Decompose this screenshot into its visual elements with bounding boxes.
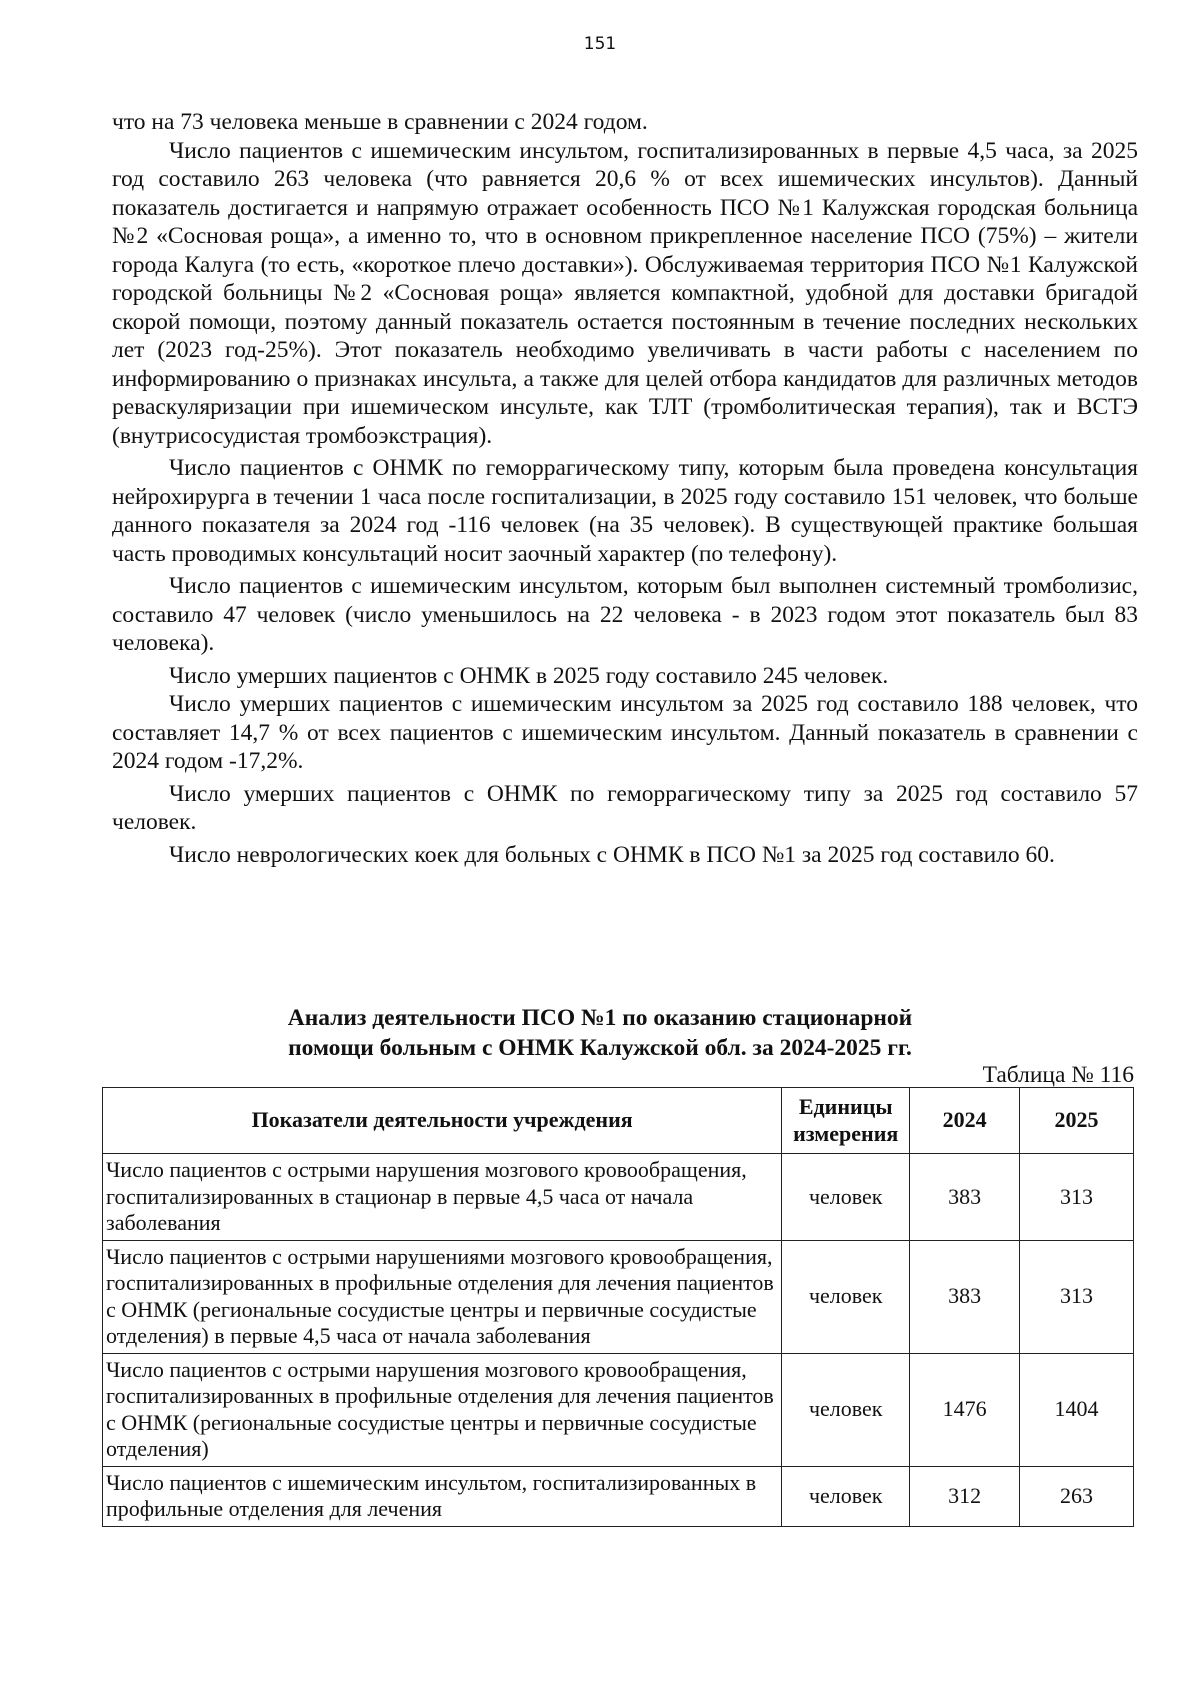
cell-indicator: Число пациентов с острыми нарушения мозгового кровообращения, госпитализированных в профильные отделения для лечения пациентов с ОНМК (региональные сосудистые центры и первичные сосудистые отделения) bbox=[103, 1353, 782, 1466]
body-text bbox=[112, 108, 1138, 869]
table-row bbox=[103, 1353, 1134, 1466]
paragraph: Число умерших пациентов с ОНМК по геморрагическому типу за 2025 год составило 57 человек. bbox=[112, 780, 1138, 835]
table-title bbox=[0, 1003, 1200, 1063]
header-unit-line: Единицы bbox=[798, 1094, 893, 1119]
header-indicator: Показатели деятельности учреждения bbox=[103, 1088, 782, 1154]
table-title-line: Анализ деятельности ПСО №1 по оказанию стационарной bbox=[287, 1005, 913, 1031]
paragraph: Число умерших пациентов с ОНМК в 2025 году составило 245 человек. bbox=[169, 662, 889, 689]
cell-unit: человек bbox=[782, 1466, 910, 1526]
paragraph: Число пациентов с ишемическим инсультом, которым был выполнен системный тромболизис, составило 47 человек (число уменьшилось на 22 человека - в 2023 годом этот показатель был 83 человека). bbox=[112, 573, 1138, 656]
cell-2024: 1476 bbox=[910, 1353, 1020, 1466]
paragraph: что на 73 человека меньше в сравнении с 2024 годом. bbox=[112, 109, 648, 135]
cell-2024: 383 bbox=[910, 1154, 1020, 1241]
cell-indicator: Число пациентов с ишемическим инсультом, госпитализированных в профильные отделения для лечения bbox=[103, 1466, 782, 1526]
paragraph: Число умерших пациентов с ишемическим инсультом за 2025 год составило 188 человек, что составляет 14,7 % от всех пациентов с ишемическим инсультом. Данный показатель в сравнении с 2024 годом -17,2%. bbox=[112, 691, 1138, 774]
table-header-row bbox=[103, 1088, 1134, 1154]
cell-2025: 1404 bbox=[1020, 1353, 1134, 1466]
header-unit-line: измерения bbox=[793, 1120, 899, 1146]
page-number: 151 bbox=[583, 34, 617, 54]
paragraph: Число пациентов с ишемическим инсультом, госпитализированных в первые 4,5 часа, за 2025 год составило 263 человека (что равняется 20,6 % от всех ишемических инсультов). Данный показатель достигается и напрямую отражает особенность ПСО №1 Калужская городская больница №2 «Сосновая роща», а именно то, что в основном прикрепленное население ПСО (75%) – жители города Калуга (то есть, «короткое плечо доставки»). Обслуживаемая территория ПСО №1 Калужской городской больницы №2 «Сосновая роща» является компактной, удобной для доставки бригадой скорой помощи, поэтому данный показатель остается постоянным в течение последних нескольких лет (2023 год-25%). Этот показатель необходимо увеличивать в части работы с населением по информированию о признаках инсульта, а также для целей отбора кандидатов для различных методов реваскуляризации при ишемическом инсульте, как ТЛТ (тромболитическая терапия), так и ВСТЭ (внутрисосудистая тромбоэкстрация). bbox=[112, 137, 1138, 449]
table-caption: Таблица № 116 bbox=[982, 1062, 1134, 1088]
paragraph: Число пациентов с ОНМК по геморрагическому типу, которым была проведена консультация нейрохирурга в течении 1 часа после госпитализации, в 2025 году составило 151 человек, что больше данного показателя за 2024 год -116 человек (на 35 человек). В существующей практике большая часть проводимых консультаций носит заочный характер (по телефону). bbox=[112, 455, 1138, 567]
table-title-line: помощи больным с ОНМК Калужской обл. за 2024-2025 гг. bbox=[288, 1035, 912, 1061]
header-2025: 2025 bbox=[1020, 1088, 1134, 1154]
cell-2025: 313 bbox=[1020, 1154, 1134, 1241]
cell-unit: человек bbox=[782, 1154, 910, 1241]
table-row bbox=[103, 1240, 1134, 1353]
cell-2025: 263 bbox=[1020, 1466, 1134, 1526]
cell-unit: человек bbox=[782, 1353, 910, 1466]
cell-indicator: Число пациентов с острыми нарушения мозгового кровообращения, госпитализированных в стационар в первые 4,5 часа от начала заболевания bbox=[103, 1154, 782, 1241]
data-table bbox=[102, 1087, 1134, 1527]
header-2024: 2024 bbox=[910, 1088, 1020, 1154]
table-row bbox=[103, 1154, 1134, 1241]
cell-2025: 313 bbox=[1020, 1240, 1134, 1353]
header-unit bbox=[782, 1088, 910, 1154]
cell-unit: человек bbox=[782, 1240, 910, 1353]
cell-2024: 383 bbox=[910, 1240, 1020, 1353]
cell-2024: 312 bbox=[910, 1466, 1020, 1526]
cell-indicator: Число пациентов с острыми нарушениями мозгового кровообращения, госпитализированных в профильные отделения для лечения пациентов с ОНМК (региональные сосудистые центры и первичные сосудистые отделения) в первые 4,5 часа от начала заболевания bbox=[103, 1240, 782, 1353]
paragraph: Число неврологических коек для больных с ОНМК в ПСО №1 за 2025 год составило 60. bbox=[169, 841, 1055, 868]
table-row bbox=[103, 1466, 1134, 1526]
